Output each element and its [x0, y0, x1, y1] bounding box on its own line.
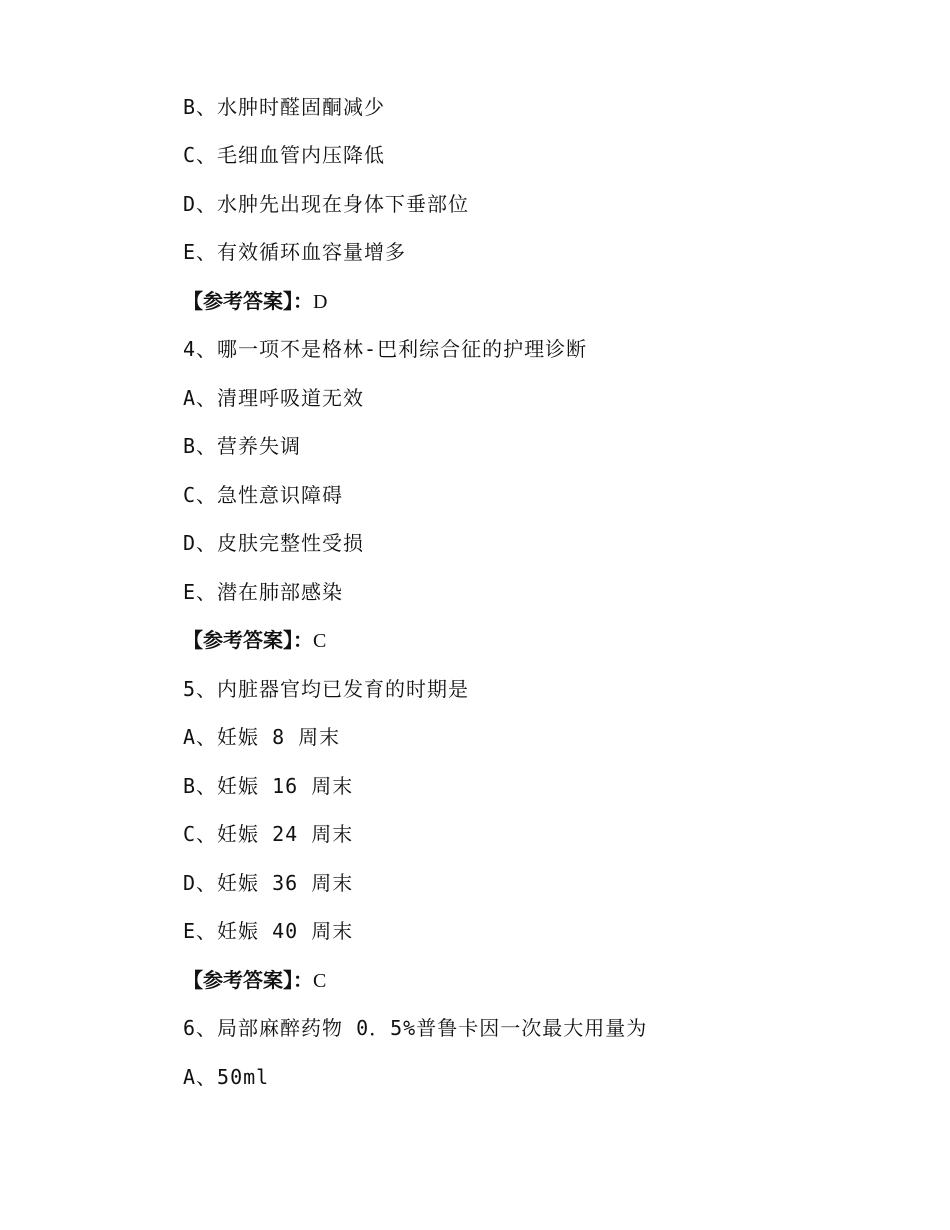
option-line: B、水肿时醛固酮减少	[183, 95, 386, 119]
option-line: A、妊娠 8 周末	[183, 725, 341, 749]
option-line: E、妊娠 40 周末	[183, 919, 354, 943]
answer-line	[183, 965, 326, 995]
option-line: A、清理呼吸道无效	[183, 386, 365, 410]
option-line: C、妊娠 24 周末	[183, 822, 354, 846]
answer-line	[183, 286, 327, 316]
option-line: C、毛细血管内压降低	[183, 143, 386, 167]
option-line: B、妊娠 16 周末	[183, 774, 354, 798]
option-line: E、有效循环血容量增多	[183, 240, 407, 264]
option-line: D、水肿先出现在身体下垂部位	[183, 192, 470, 216]
answer-label: 【参考答案】：	[183, 968, 313, 992]
answer-label: 【参考答案】：	[183, 289, 313, 313]
option-line: C、急性意识障碍	[183, 483, 344, 507]
answer-value: C	[313, 630, 327, 652]
answer-value: D	[313, 291, 328, 313]
option-line: D、皮肤完整性受损	[183, 531, 365, 555]
answer-label: 【参考答案】：	[183, 628, 313, 652]
question-line: 6、局部麻醉药物 0．5%普鲁卡因一次最大用量为	[183, 1016, 648, 1040]
question-line: 5、内脏器官均已发育的时期是	[183, 677, 470, 701]
option-line: E、潜在肺部感染	[183, 580, 344, 604]
answer-value: C	[313, 970, 327, 992]
option-line: A、50ml	[183, 1065, 270, 1089]
question-line: 4、哪一项不是格林-巴利综合征的护理诊断	[183, 337, 588, 361]
option-line: D、妊娠 36 周末	[183, 871, 354, 895]
option-line: B、营养失调	[183, 434, 302, 458]
answer-line	[183, 625, 326, 655]
